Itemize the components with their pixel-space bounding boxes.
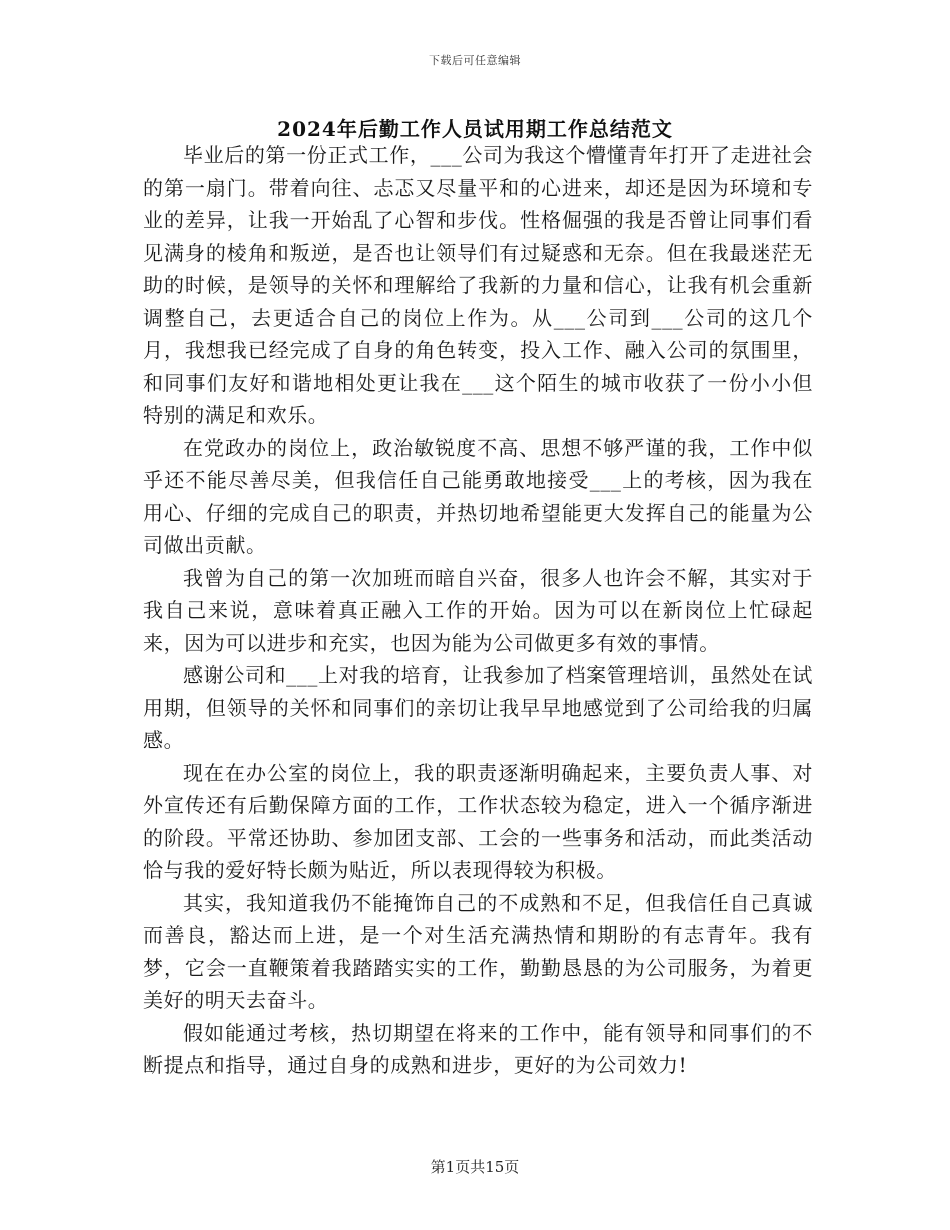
document-body bbox=[143, 139, 813, 1082]
page-number: 第1页共15页 bbox=[430, 1158, 520, 1176]
document-title: 2024年后勤工作人员试用期工作总结范文 bbox=[277, 117, 673, 141]
paragraph-1: 毕业后的第一份正式工作，___公司为我这个懵懂青年打开了走进社会的第一扇门。带着向往、忐忑又尽量平和的心进来，却还是因为环境和专业的差异，让我一开始乱了心智和步伐。性格倔强的我是否曾让同事们看见满身的棱角和叛逆，是否也让领导们有过疑惑和无奈。但在我最迷茫无助的时候，是领导的关怀和理解给了我新的力量和信心，让我有机会重新调整自己，去更适合自己的岗位上作为。从___公司到___公司的这几个月，我想我已经完成了自身的角色转变，投入工作、融入公司的氛围里，和同事们友好和谐地相处更让我在___这个陌生的城市收获了一份小小但特别的满足和欢乐。 bbox=[143, 143, 813, 427]
paragraph-7: 假如能通过考核，热切期望在将来的工作中，能有领导和同事们的不断提点和指导，通过自身的成熟和进步，更好的为公司效力! bbox=[143, 1020, 813, 1077]
paragraph-6: 其实，我知道我仍不能掩饰自己的不成熟和不足，但我信任自己真诚而善良，豁达而上进，是一个对生活充满热情和期盼的有志青年。我有梦，它会一直鞭策着我踏踏实实的工作，勤勤恳恳的为公司服务，为着更美好的明天去奋斗。 bbox=[143, 890, 813, 1012]
paragraph-3: 我曾为自己的第一次加班而暗自兴奋，很多人也许会不解，其实对于我自己来说，意味着真正融入工作的开始。因为可以在新岗位上忙碌起来，因为可以进步和充实，也因为能为公司做更多有效的事情。 bbox=[143, 565, 813, 655]
page-header-note: 下载后可任意编辑 bbox=[429, 54, 521, 67]
paragraph-5: 现在在办公室的岗位上，我的职责逐渐明确起来，主要负责人事、对外宣传还有后勤保障方面的工作，工作状态较为稳定，进入一个循序渐进的阶段。平常还协助、参加团支部、工会的一些事务和活动，而此类活动恰与我的爱好特长颇为贴近，所以表现得较为积极。 bbox=[143, 760, 813, 882]
paragraph-2: 在党政办的岗位上，政治敏锐度不高、思想不够严谨的我，工作中似乎还不能尽善尽美，但我信任自己能勇敢地接受___上的考核，因为我在用心、仔细的完成自己的职责，并热切地希望能更大发挥自己的能量为公司做出贡献。 bbox=[143, 435, 813, 557]
paragraph-4: 感谢公司和___上对我的培育，让我参加了档案管理培训，虽然处在试用期，但领导的关怀和同事们的亲切让我早早地感觉到了公司给我的归属感。 bbox=[143, 663, 813, 752]
